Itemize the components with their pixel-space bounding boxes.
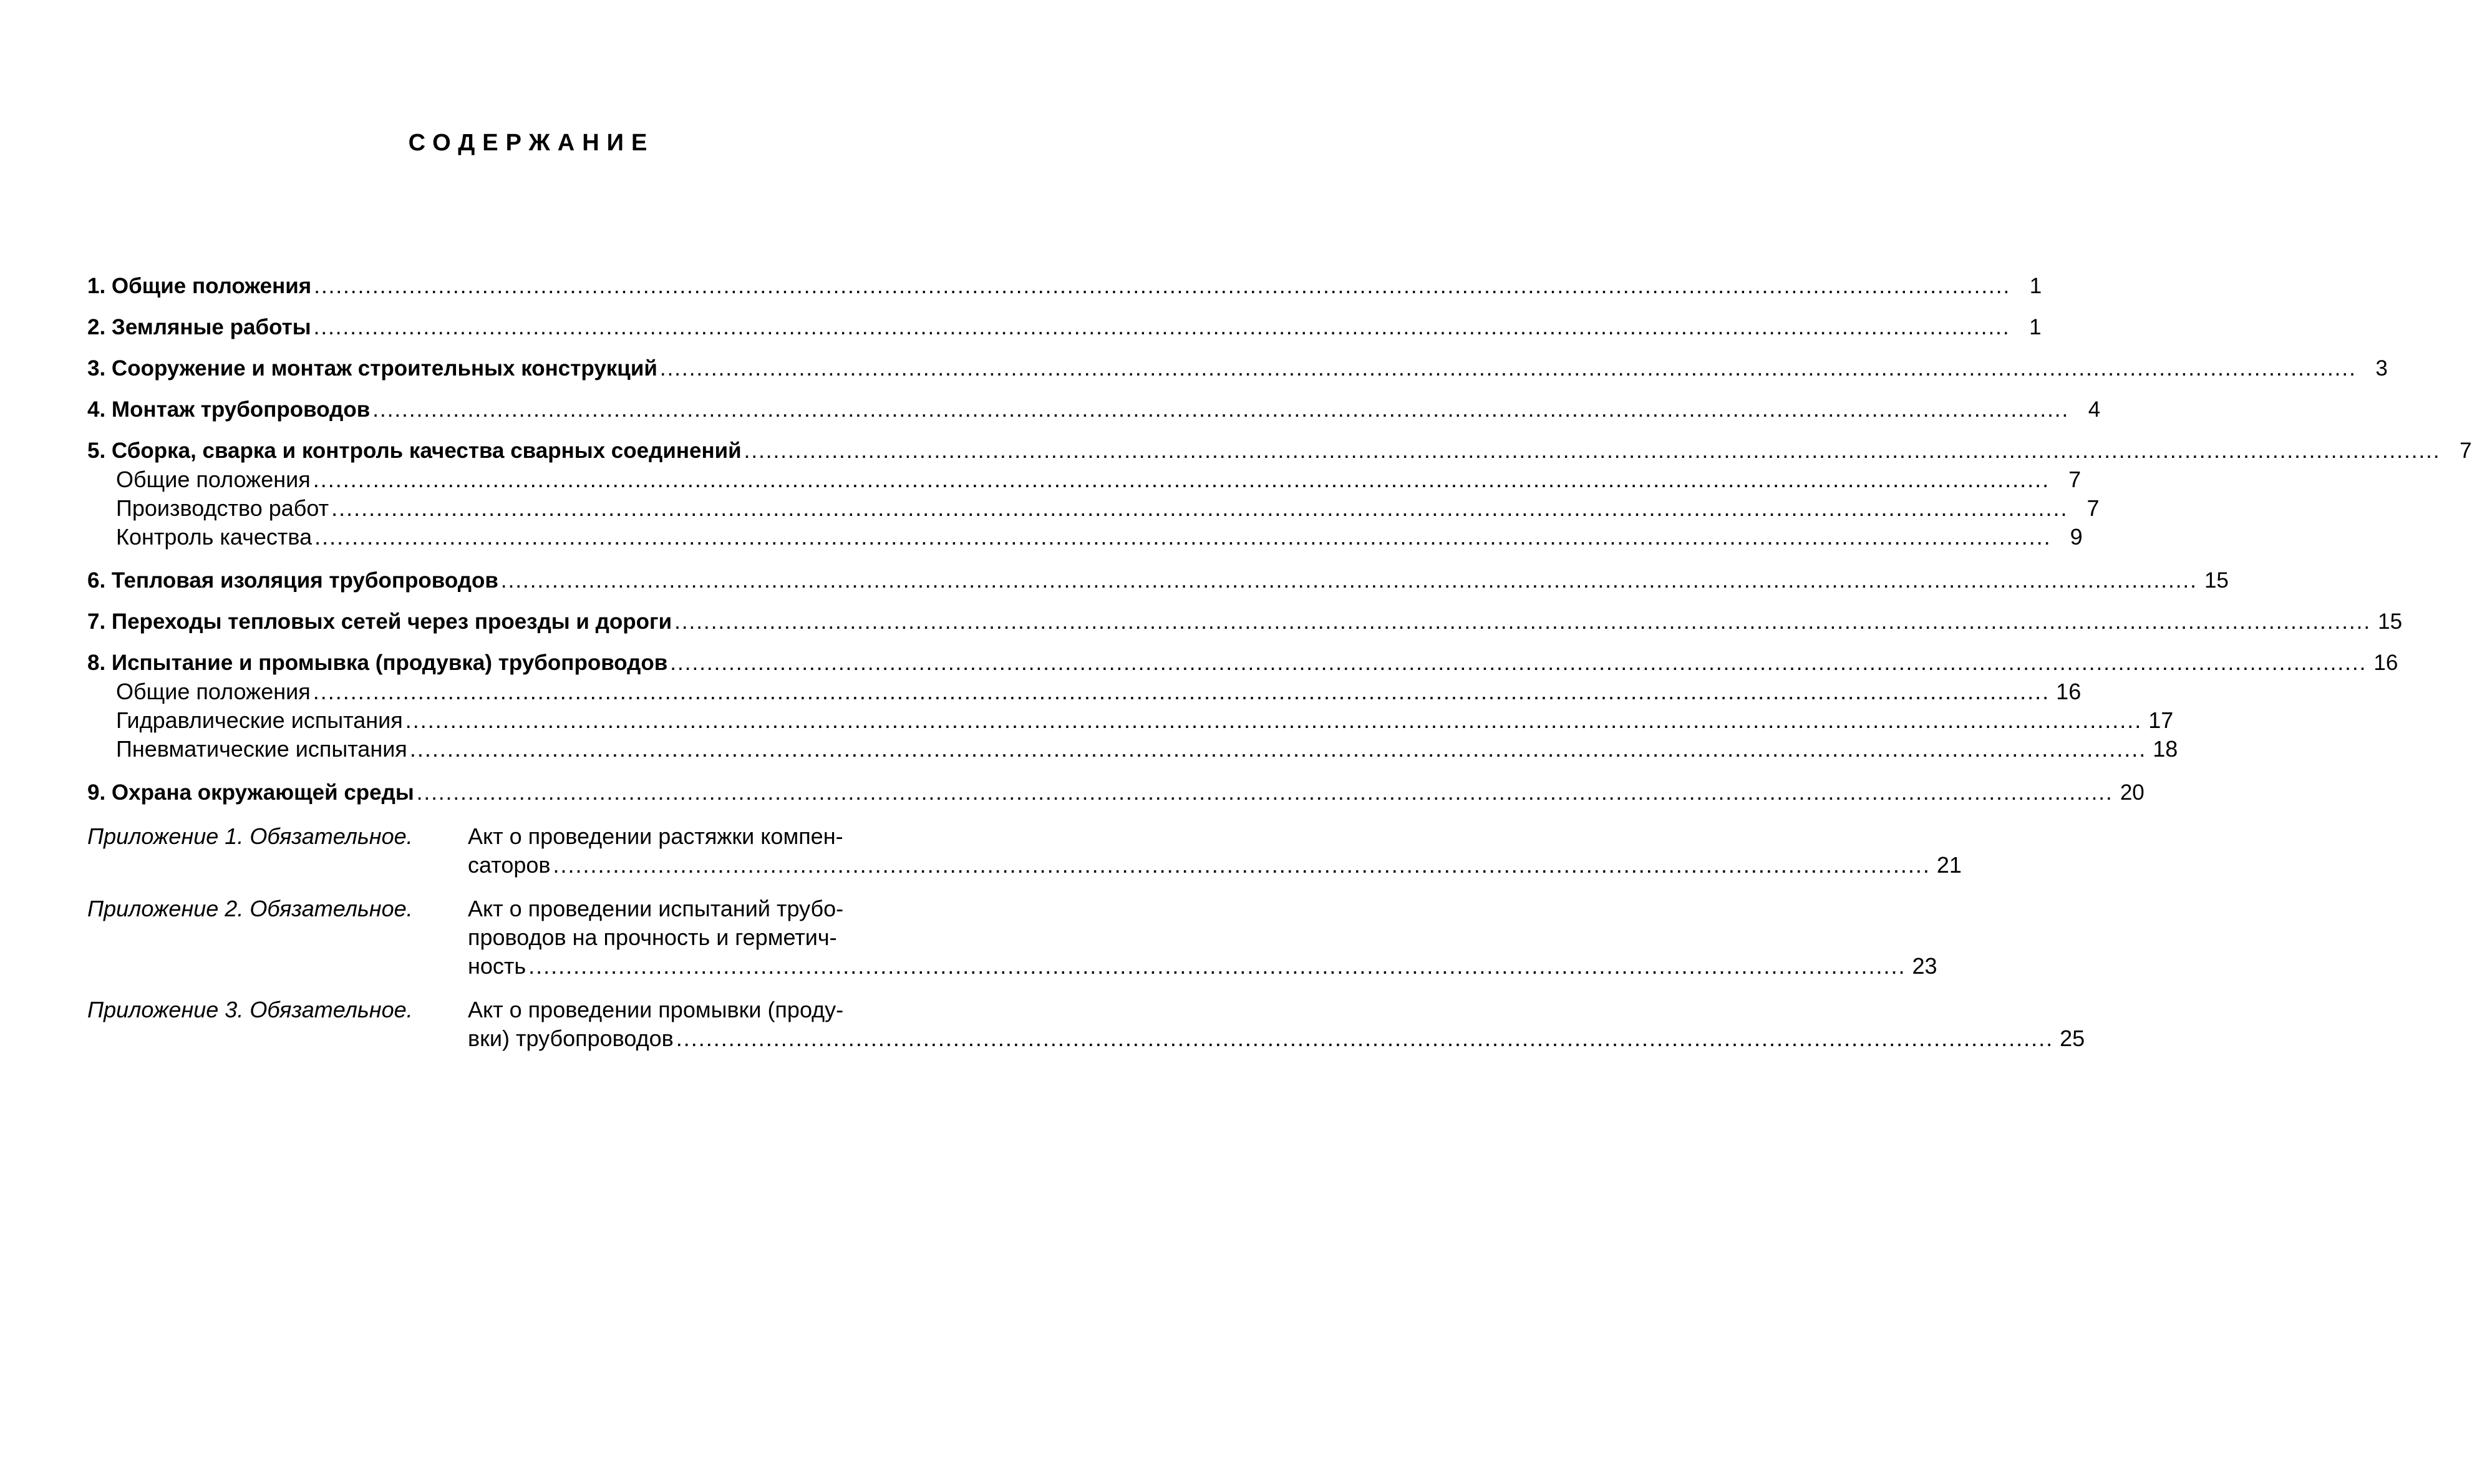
toc-section-7[interactable] (87, 608, 2403, 636)
subsection-label: Контроль качества (116, 524, 313, 550)
toc-subsection-5-2[interactable] (87, 494, 2100, 523)
page-number: 4 (2088, 397, 2101, 422)
appendix-title-last-line (468, 1024, 2085, 1053)
page-number: 16 (2056, 679, 2082, 704)
appendix-label: Приложение 1. Обязательное. (87, 823, 413, 849)
toc-section-5[interactable] (87, 437, 2472, 465)
appendix-title (468, 895, 1937, 981)
toc-section-6[interactable] (87, 566, 2229, 595)
page-number: 3 (2375, 356, 2388, 381)
page-number: 20 (2120, 780, 2145, 805)
section-label: 7. Переходы тепловых сетей через проезды и дороги (87, 609, 672, 634)
subsection-label: Пневматические испытания (116, 736, 407, 762)
toc-section-3[interactable] (87, 354, 2388, 383)
dot-leader (553, 851, 1931, 880)
subsection-label: Производство работ (116, 495, 329, 521)
toc-section-4[interactable] (87, 395, 2101, 424)
toc-section-9[interactable] (87, 778, 2145, 807)
section-label: 6. Тепловая изоляция трубопроводов (87, 568, 498, 593)
dot-leader (528, 952, 1906, 981)
appendix-title-last-line (468, 851, 1962, 880)
page-number: 7 (2068, 467, 2082, 492)
section-label: 2. Земляные работы (87, 315, 311, 339)
appendix-title-line: проводов на прочность и герметич- (468, 924, 837, 950)
dot-leader (660, 354, 2357, 383)
page-number: 18 (2153, 736, 2178, 762)
page-number: 16 (2373, 651, 2398, 675)
dot-leader (313, 677, 2050, 706)
appendix-title-line: Акт о проведении растяжки компен- (468, 823, 843, 849)
appendix-label: Приложение 3. Обязательное. (87, 997, 413, 1022)
dot-leader (501, 566, 2198, 595)
dot-leader (417, 778, 2113, 807)
page-number: 1 (2029, 274, 2042, 298)
toc-appendix-3[interactable] (87, 996, 2085, 1053)
page-number: 17 (2148, 707, 2174, 733)
section-label: 3. Сооружение и монтаж строительных конструкций (87, 356, 657, 381)
section-label: 1. Общие положения (87, 274, 312, 298)
appendix-title-line: вки) трубопроводов (468, 1026, 674, 1051)
dot-leader (314, 313, 2010, 342)
page-number: 7 (2460, 439, 2472, 463)
dot-leader (744, 437, 2441, 465)
dot-leader (314, 272, 2010, 301)
page-number: 23 (1912, 953, 1937, 979)
subsection-label: Гидравлические испытания (116, 707, 403, 733)
toc-section-8[interactable] (87, 649, 2398, 677)
appendix-title-line: Акт о проведении промывки (проду- (468, 997, 844, 1022)
appendix-label: Приложение 2. Обязательное. (87, 896, 413, 921)
dot-leader (372, 395, 2069, 424)
table-of-contents (87, 272, 2472, 1053)
toc-subsection-5-1[interactable] (87, 465, 2082, 494)
dot-leader (313, 465, 2050, 494)
section-label: 4. Монтаж трубопроводов (87, 397, 371, 422)
subsection-label: Общие положения (116, 679, 311, 704)
dot-leader (674, 608, 2371, 636)
dot-leader (331, 494, 2068, 523)
toc-appendix-1[interactable] (87, 822, 1962, 880)
appendix-title (468, 822, 1962, 880)
toc-section-1[interactable] (87, 272, 2042, 301)
page-number: 1 (2029, 315, 2042, 339)
appendix-title-last-line (468, 952, 1937, 981)
dot-leader (676, 1024, 2053, 1053)
toc-section-2[interactable] (87, 313, 2042, 342)
section-label: 5. Сборка, сварка и контроль качества сварных соединений (87, 439, 742, 463)
appendix-title-line: саторов (468, 852, 551, 878)
page-title: СОДЕРЖАНИЕ (408, 130, 655, 156)
page-number: 21 (1936, 852, 1962, 878)
toc-subsection-8-3[interactable] (87, 735, 2178, 764)
dot-leader (670, 649, 2367, 677)
page-number: 7 (2087, 495, 2100, 521)
dot-leader (410, 735, 2146, 764)
appendix-title-line: ность (468, 953, 526, 979)
toc-subsection-5-3[interactable] (87, 523, 2083, 551)
toc-subsection-8-2[interactable] (87, 706, 2174, 735)
page-number: 15 (2378, 609, 2403, 634)
appendix-title-line: Акт о проведении испытаний трубо- (468, 896, 844, 921)
toc-subsection-8-1[interactable] (87, 677, 2082, 706)
dot-leader (405, 706, 2142, 735)
section-label: 8. Испытание и промывка (продувка) трубопроводов (87, 651, 668, 675)
section-label: 9. Охрана окружающей среды (87, 780, 414, 805)
subsection-label: Общие положения (116, 467, 311, 492)
page-number: 9 (2070, 524, 2083, 550)
page-number: 25 (2060, 1026, 2085, 1051)
page-number: 15 (2204, 568, 2229, 593)
dot-leader (314, 523, 2051, 551)
appendix-title (468, 996, 2085, 1053)
toc-appendix-2[interactable] (87, 895, 1937, 981)
